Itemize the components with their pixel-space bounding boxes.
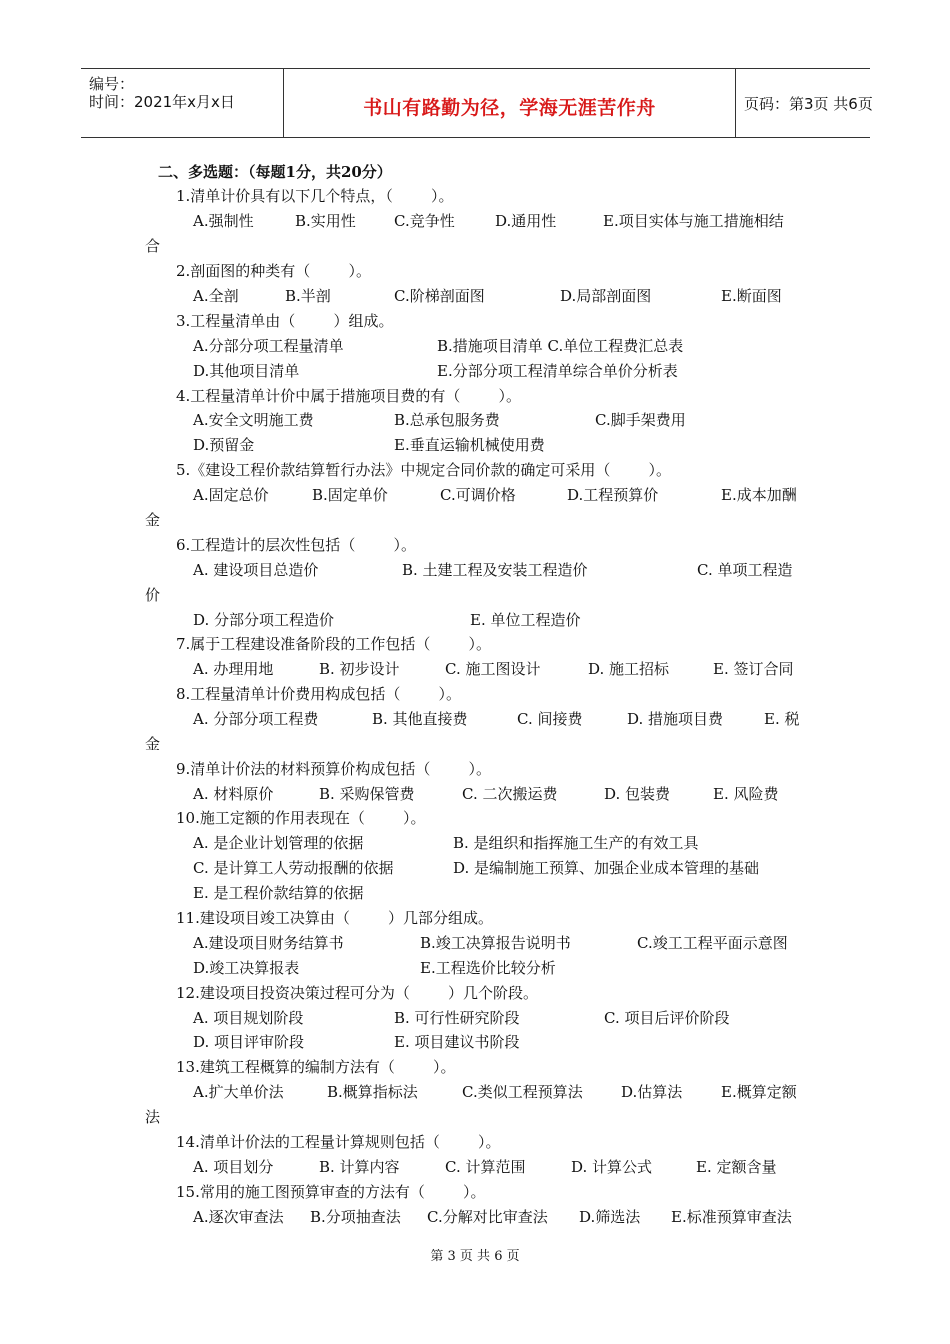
- question-stem: 15.常用的施工图预算审查的方法有（ ）。: [176, 1183, 486, 1201]
- option: C.脚手架费用: [595, 411, 686, 429]
- option-wrap: 合: [145, 237, 161, 255]
- option: C.可调价格: [440, 486, 516, 504]
- option: B. 土建工程及安装工程造价: [402, 561, 588, 579]
- question-stem: 5.《建设工程价款结算暂行办法》中规定合同价款的确定可采用（ ）。: [176, 461, 671, 479]
- option: E.成本加酬: [721, 486, 797, 504]
- option: B.分项抽查法: [310, 1208, 401, 1226]
- question-stem: 8.工程量清单计价费用构成包括（ ）。: [176, 685, 461, 703]
- question-stem: 10.施工定额的作用表现在（ ）。: [176, 809, 426, 827]
- option: B.竣工决算报告说明书: [420, 934, 571, 952]
- option: C. 二次搬运费: [462, 785, 558, 803]
- option: E. 签订合同: [713, 660, 794, 678]
- option: B.实用性: [295, 212, 356, 230]
- option: A.安全文明施工费: [193, 411, 314, 429]
- option: B. 是组织和指挥施工生产的有效工具: [453, 834, 699, 852]
- option: B.固定单价: [312, 486, 388, 504]
- option: A.强制性: [193, 212, 254, 230]
- option: D.其他项目清单: [193, 362, 300, 380]
- option: D. 项目评审阶段: [193, 1033, 305, 1051]
- page-number-label: 页码：第3页 共6页: [744, 95, 873, 113]
- option: C.分解对比审查法: [427, 1208, 548, 1226]
- option: C. 施工图设计: [445, 660, 541, 678]
- option: C.竞争性: [394, 212, 455, 230]
- option: A. 办理用地: [193, 660, 274, 678]
- option: B.概算指标法: [327, 1083, 418, 1101]
- option: E.标准预算审查法: [671, 1208, 792, 1226]
- option: A.扩大单价法: [193, 1083, 284, 1101]
- option: E. 单位工程造价: [470, 611, 581, 629]
- question-stem: 1.清单计价具有以下几个特点，（ ）。: [176, 187, 454, 205]
- option: D. 分部分项工程造价: [193, 611, 335, 629]
- option: B.总承包服务费: [394, 411, 500, 429]
- question-stem: 9.清单计价法的材料预算价构成包括（ ）。: [176, 760, 491, 778]
- option-wrap: 价: [145, 586, 161, 604]
- option: A.固定总价: [193, 486, 269, 504]
- option: D. 计算公式: [571, 1158, 653, 1176]
- option: E.垂直运输机械使用费: [394, 436, 545, 454]
- option: D. 措施项目费: [627, 710, 724, 728]
- question-stem: 2.剖面图的种类有（ ）。: [176, 262, 371, 280]
- option: E. 税: [764, 710, 800, 728]
- option: A.逐次审查法: [193, 1208, 284, 1226]
- option: E. 风险费: [713, 785, 779, 803]
- option: D.估算法: [621, 1083, 683, 1101]
- option: B.措施项目清单 C.单位工程费汇总表: [437, 337, 684, 355]
- option: D. 是编制施工预算、加强企业成本管理的基础: [453, 859, 760, 877]
- option: E.断面图: [721, 287, 782, 305]
- question-stem: 14.清单计价法的工程量计算规则包括（ ）。: [176, 1133, 501, 1151]
- option: E.概算定额: [721, 1083, 797, 1101]
- page-footer: 第 3 页 共 6 页: [430, 1249, 520, 1264]
- header-page-cell: [736, 69, 873, 137]
- question-stem: 6.工程造计的层次性包括（ ）。: [176, 536, 416, 554]
- option: A. 分部分项工程费: [193, 710, 319, 728]
- option: D.竣工决算报表: [193, 959, 300, 977]
- option: C.竣工工程平面示意图: [637, 934, 788, 952]
- page-header: [81, 68, 873, 138]
- option: C. 计算范围: [445, 1158, 526, 1176]
- option: D. 施工招标: [588, 660, 670, 678]
- option-wrap: 法: [145, 1108, 161, 1126]
- question-stem: 4.工程量清单计价中属于措施项目费的有（ ）。: [176, 387, 521, 405]
- number-label: 编号：: [89, 75, 135, 93]
- question-stem: 7.属于工程建设准备阶段的工作包括（ ）。: [176, 635, 491, 653]
- option: C. 项目后评价阶段: [604, 1009, 730, 1027]
- motto: 书山有路勤为径，学海无涯苦作舟: [363, 97, 656, 119]
- option: A.全剖: [193, 287, 239, 305]
- header-left-cell: [81, 69, 284, 137]
- option: B. 初步设计: [319, 660, 400, 678]
- option: C. 间接费: [517, 710, 583, 728]
- option: B. 采购保管费: [319, 785, 415, 803]
- option: C. 是计算工人劳动报酬的依据: [193, 859, 394, 877]
- option: A. 项目划分: [193, 1158, 274, 1176]
- section-title: 二、多选题：（每题1分，共20分）: [158, 163, 392, 181]
- option: A. 建设项目总造价: [193, 561, 319, 579]
- option: E.项目实体与施工措施相结: [603, 212, 784, 230]
- option: D.预留金: [193, 436, 255, 454]
- option: B.半剖: [285, 287, 331, 305]
- option: B. 可行性研究阶段: [394, 1009, 520, 1027]
- question-stem: 13.建筑工程概算的编制方法有（ ）。: [176, 1058, 456, 1076]
- option: E.分部分项工程清单综合单价分析表: [437, 362, 678, 380]
- option: A.建设项目财务结算书: [193, 934, 344, 952]
- option: D.筛选法: [579, 1208, 641, 1226]
- time-label: 时间：2021年x月x日: [89, 93, 235, 111]
- question-stem: 12.建设项目投资决策过程可分为（ ）几个阶段。: [176, 984, 539, 1002]
- header-motto-cell: [284, 69, 736, 137]
- option: C.类似工程预算法: [462, 1083, 583, 1101]
- option: E. 是工程价款结算的依据: [193, 884, 364, 902]
- option: C.阶梯剖面图: [394, 287, 485, 305]
- option: E. 项目建议书阶段: [394, 1033, 520, 1051]
- option-wrap: 金: [145, 735, 161, 753]
- option: A. 项目规划阶段: [193, 1009, 304, 1027]
- option: D. 包装费: [604, 785, 671, 803]
- question-stem: 3.工程量清单由（ ）组成。: [176, 312, 394, 330]
- option: A. 材料原价: [193, 785, 274, 803]
- option: E. 定额含量: [696, 1158, 777, 1176]
- option: D.通用性: [495, 212, 557, 230]
- option: D.局部剖面图: [560, 287, 652, 305]
- option: A. 是企业计划管理的依据: [193, 834, 364, 852]
- option-wrap: 金: [145, 511, 161, 529]
- option: A.分部分项工程量清单: [193, 337, 344, 355]
- option: B. 其他直接费: [372, 710, 468, 728]
- option: E.工程选价比较分析: [420, 959, 556, 977]
- option: C. 单项工程造: [697, 561, 793, 579]
- question-stem: 11.建设项目竣工决算由（ ）几部分组成。: [176, 909, 494, 927]
- option: D.工程预算价: [567, 486, 659, 504]
- option: B. 计算内容: [319, 1158, 400, 1176]
